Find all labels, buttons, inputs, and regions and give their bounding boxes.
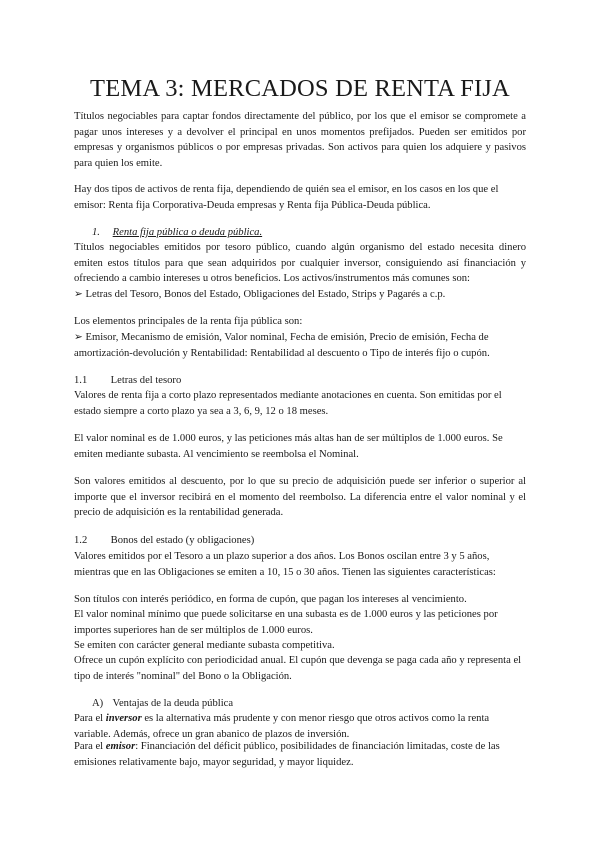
- s12-title: Bonos del estado (y obligaciones): [110, 535, 255, 546]
- s11-number: 1.1: [74, 375, 88, 386]
- page-title: TEMA 3: MERCADOS DE RENTA FIJA: [90, 75, 510, 102]
- s12-char-2: El valor nominal mínimo que puede solicitarse en una subasta es de 1.000 euros y las peticiones por importes superiores han de ser múltiplos de 1.000 euros.: [74, 609, 498, 636]
- sA-investor-text: es la alternativa más prudente y con menor riesgo que otros activos como la renta variable. Además, ofrece un gran abanico de plazos de inversión.: [74, 713, 490, 740]
- section1-title: Renta fija pública o deuda pública.: [112, 227, 263, 238]
- elements-line-1: ➢ Emisor, Mecanismo de emisión, Valor nominal, Fecha de emisión, Precio de emisión, Fecha de: [74, 332, 489, 343]
- s12-heading: [74, 533, 526, 549]
- s12-number: 1.2: [74, 535, 88, 546]
- s11-title: Letras del tesoro: [110, 375, 182, 386]
- s12-paragraph-1: Valores emitidos por el Tesoro a un plazo superior a dos años. Los Bonos oscilan entre 3 y 5 años, mientras que en las Obligaciones se emiten a 10, 15 o 30 años. Tienen las siguientes características:: [74, 551, 496, 578]
- sA-label: A): [92, 698, 104, 709]
- intro-paragraph: Títulos negociables para captar fondos directamente del público, por los que el emisor se compromete a pagar unos intereses y a devolver el principal en unos momentos prefijados. Pueden ser emitidos por empresas y organismos públicos o por empresas privadas. Son activos para quien los adquiere y pasivos para quien los emite.: [74, 111, 526, 169]
- sA-issuer-prefix: Para el: [74, 741, 106, 752]
- sA-issuer-text: : Financiación del déficit público, posibilidades de financiación limitadas, coste de las emisiones relativamente bajo, mayor seguridad, y mayor liquidez.: [74, 741, 500, 768]
- elements-intro: Los elementos principales de la renta fija pública son:: [74, 316, 303, 327]
- sA-investor-paragraph: [74, 711, 526, 742]
- sA-title: Ventajas de la deuda pública: [112, 698, 234, 709]
- section1-number: 1.: [92, 227, 100, 238]
- s11-heading: [74, 373, 526, 389]
- sA-issuer-word: emisor: [105, 741, 136, 752]
- section1-heading: [92, 225, 544, 241]
- sA-issuer-paragraph: [74, 739, 526, 770]
- elements-line-2: amortización-devolución y Rentabilidad: Rentabilidad al descuento o Tipo de interés fijo o cupón.: [74, 347, 490, 359]
- s12-char-3: Se emiten con carácter general mediante subasta competitiva.: [74, 640, 335, 651]
- s11-paragraph-1: Valores de renta fija a corto plazo representados mediante anotaciones en cuenta. Son emitidas por el estado siempre a corto plazo ya sea a 3, 6, 9, 12 o 18 meses.: [74, 390, 502, 417]
- section1-text: Títulos negociables emitidos por tesoro público, cuando algún organismo del estado necesita dinero emiten estos títulos para que sean adquiridos por cualquier inversor, consiguiendo así financiación y ofreciendo a cambio intereses u otros beneficios. Los activos/instrumentos más comunes son:: [74, 242, 526, 285]
- sA-heading: [92, 696, 544, 712]
- sA-investor-word: inversor: [105, 713, 142, 724]
- sA-investor-prefix: Para el: [74, 713, 106, 724]
- types-paragraph: Hay dos tipos de activos de renta fija, dependiendo de quién sea el emisor, en los casos en los que el emisor: Renta fija Corporativa-Deuda empresas y Renta fija Pública-Deuda pública.: [74, 184, 499, 211]
- section1-bullet: ➢ Letras del Tesoro, Bonos del Estado, Obligaciones del Estado, Strips y Pagarés a c.p.: [74, 289, 446, 300]
- s12-char-4: Ofrece un cupón explícito con periodicidad anual. El cupón que devenga se paga cada año y representa el tipo de interés "nominal" del Bono o la Obligación.: [74, 655, 522, 682]
- s12-char-1: Son títulos con interés periódico, en forma de cupón, que pagan los intereses al vencimiento.: [74, 594, 467, 605]
- s11-paragraph-2: El valor nominal es de 1.000 euros, y las peticiones más altas han de ser múltiplos de 1.000 euros. Se emiten mediante subasta. Al vencimiento se reembolsa el Nominal.: [74, 433, 503, 460]
- s11-paragraph-3: Son valores emitidos al descuento, por lo que su precio de adquisición puede ser inferior o superior al importe que el inversor recibirá en el momento del reembolso. La diferencia entre el valor nominal y el precio de adquisición es la rentabilidad generada.: [74, 476, 526, 519]
- elements-list: [74, 330, 526, 361]
